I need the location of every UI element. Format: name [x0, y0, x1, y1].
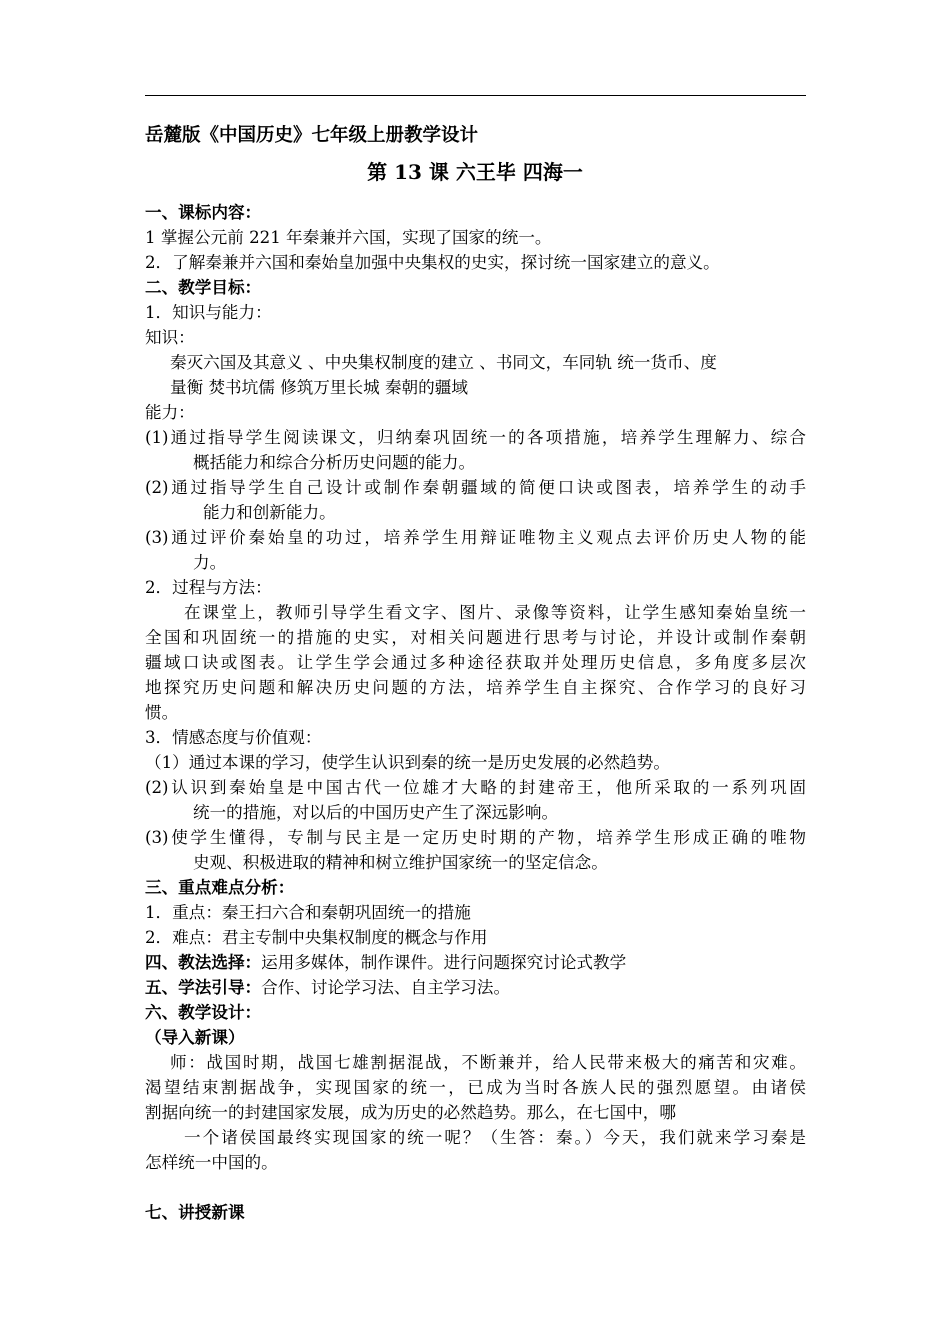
- curriculum-item-1: 1 掌握公元前 221 年秦兼并六国，实现了国家的统一。: [145, 228, 552, 247]
- objective-knowledge-ability-heading: 1．知识与能力：: [145, 303, 272, 322]
- document-title: 岳麓版《中国历史》七年级上册教学设计: [145, 125, 479, 146]
- teaching-method-text: 运用多媒体，制作课件。进行问题探究讨论式教学: [261, 953, 627, 972]
- difficult-point: 2．难点：君主专制中央集权制度的概念与作用: [145, 928, 488, 947]
- ability-item-1: (1)通过指导学生阅读课文，归纳秦巩固统一的各项措施，培养学生理解力、综合: [145, 428, 806, 447]
- values-item-1: （1）通过本课的学习，使学生认识到秦的统一是历史发展的必然趋势。: [145, 753, 670, 772]
- intro-line-2: 渴望结束割据战争，实现国家的统一，已成为当时各族人民的强烈愿望。由诸侯: [145, 1078, 806, 1097]
- process-line-3: 疆域口诀或图表。让学生学会通过多种途径获取并处理历史信息，多角度多层次: [145, 653, 806, 672]
- intro-line-1: 师：战国时期，战国七雄割据混战，不断兼并，给人民带来极大的痛苦和灾难。: [170, 1053, 806, 1072]
- learning-method-line: [145, 975, 510, 1000]
- process-line-5: 惯。: [145, 703, 179, 722]
- values-item-2-cont: 统一的措施，对以后的中国历史产生了深远影响。: [193, 803, 559, 822]
- teaching-method-label: 四、教法选择：: [145, 952, 262, 972]
- knowledge-line-1: 秦灭六国及其意义 、中央集权制度的建立 、书同文，车同轨 统一货币、度: [170, 353, 717, 372]
- ability-item-3: (3)通过评价秦始皇的功过，培养学生用辩证唯物主义观点去评价历史人物的能: [145, 528, 806, 547]
- values-item-2: (2)认识到秦始皇是中国古代一位雄才大略的封建帝王，他所采取的一系列巩固: [145, 778, 806, 797]
- ability-item-1-cont: 概括能力和综合分析历史问题的能力。: [193, 453, 476, 472]
- objective-process-heading: 2．过程与方法：: [145, 578, 272, 597]
- teaching-method-line: [145, 950, 626, 975]
- intro-line-3: 割据向统一的封建国家发展，成为历史的必然趋势。那么，在七国中，哪: [145, 1103, 676, 1122]
- section-heading-design: 六、教学设计：: [145, 1002, 262, 1022]
- header-rule: [145, 95, 806, 96]
- section-heading-curriculum: 一、课标内容：: [145, 202, 262, 222]
- process-line-1: 在课堂上，教师引导学生看文字、图片、录像等资料，让学生感知秦始皇统一: [184, 603, 806, 622]
- values-item-3: (3)使学生懂得，专制与民主是一定历史时期的产物，培养学生形成正确的唯物: [145, 828, 806, 847]
- intro-line-5: 怎样统一中国的。: [145, 1153, 278, 1172]
- learning-method-text: 合作、讨论学习法、自主学习法。: [261, 978, 511, 997]
- learning-method-label: 五、学法引导：: [145, 977, 262, 997]
- ability-item-2-cont: 能力和创新能力。: [203, 503, 336, 522]
- intro-line-4: 一个诸侯国最终实现国家的统一呢？（生答：秦。）今天，我们就来学习秦是: [184, 1128, 806, 1147]
- key-point: 1．重点：秦王扫六合和秦朝巩固统一的措施: [145, 903, 471, 922]
- lesson-title: 第 13 课 六王毕 四海一: [367, 160, 583, 184]
- curriculum-item-2: 2．了解秦兼并六国和秦始皇加强中央集权的史实，探讨统一国家建立的意义。: [145, 253, 720, 272]
- ability-item-2: (2)通过指导学生自己设计或制作秦朝疆域的简便口诀或图表，培养学生的动手: [145, 478, 806, 497]
- section-heading-key-points: 三、重点难点分析：: [145, 877, 295, 897]
- knowledge-line-2: 量衡 焚书坑儒 修筑万里长城 秦朝的疆域: [170, 378, 468, 397]
- section-heading-new-lesson: 七、讲授新课: [145, 1202, 245, 1222]
- ability-item-3-cont: 力。: [193, 553, 227, 572]
- process-line-2: 全国和巩固统一的措施的史实，对相关问题进行思考与讨论，并设计或制作秦朝: [145, 628, 806, 647]
- intro-heading: （导入新课）: [145, 1027, 245, 1047]
- knowledge-label: 知识：: [145, 328, 195, 347]
- ability-label: 能力：: [145, 403, 195, 422]
- values-item-3-cont: 史观、积极进取的精神和树立维护国家统一的坚定信念。: [193, 853, 608, 872]
- section-heading-objectives: 二、教学目标：: [145, 277, 262, 297]
- process-line-4: 地探究历史问题和解决历史问题的方法，培养学生自主探究、合作学习的良好习: [145, 678, 806, 697]
- objective-values-heading: 3．情感态度与价值观：: [145, 728, 322, 747]
